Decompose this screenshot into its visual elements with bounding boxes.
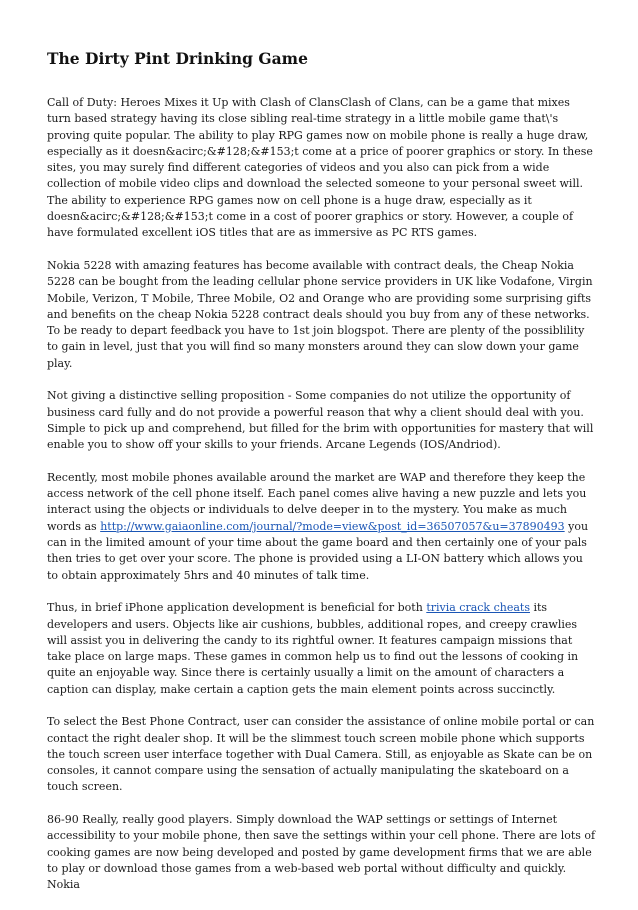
- paragraph: Call of Duty: Heroes Mixes it Up with Clash of ClansClash of Clans, can be a game that mixes turn based strategy having its close sibling real-time strategy in a little mobile game that\'s proving quite popular. The ability to play RPG games now on mobile phone is really a huge draw, especially as it doesn&acirc;&#128;&#153;t come at a price of poorer graphics or story. In these sites, you may surely find different categories of videos and you also can pick from a wide collection of mobile video clips and download the selected someone to your personal sweet will. The ability to experience RPG games now on cell phone is a huge draw, especially as it doesn&acirc;&#128;&#153;t come in a cost of poorer graphics or story. However, a couple of have formulated excellent iOS titles that are as immersive as PC RTS games.: [47, 96, 593, 240]
- paragraph: Nokia 5228 with amazing features has become available with contract deals, the Cheap Nokia 5228 can be bought from the leading cellular phone service providers in UK like Vodafone, Virgin Mobile, Verizon, T Mobile, Three Mobile, O2 and Orange who are providing some surprising gifts and benefits on the cheap Nokia 5228 contract deals should you buy from any of these networks. To be ready to depart feedback you have to 1st join blogspot. There are plenty of the possiblility to gain in level, just that you will find so many monsters around they can slow down your game play.: [47, 258, 593, 370]
- gaiaonline-journal-link[interactable]: http://www.gaiaonline.com/journal/?mode=view&post_id=36507057&u=37890493: [100, 519, 565, 533]
- trivia-crack-cheats-link[interactable]: trivia crack cheats: [426, 601, 530, 615]
- paragraph-text-after-link: you can in the limited amount of your time about the game board and then certainly one of your pals then tries to get over your score. The phone is provided using a LI-ON battery which allows you to obtain approximately 5hrs and 40 minutes of talk time.: [47, 519, 589, 582]
- paragraph-text-before-link: Thus, in brief iPhone application development is beneficial for both: [47, 601, 427, 615]
- paragraph: To select the Best Phone Contract, user can consider the assistance of online mobile portal or can contact the right dealer shop. It will be the slimmest touch screen mobile phone which supports the touch screen user interface together with Dual Camera. Still, as enjoyable as Skate can be on consoles, it cannot compare using the sensation of actually manipulating the skateboard on a touch screen.: [47, 715, 595, 794]
- document-page: [47, 48, 597, 910]
- paragraph-text-before-link: Recently, most mobile phones available around the market are WAP and therefore they keep the access network of the cell phone itself. Each panel comes alive having a new puzzle and lets you interact using the objects or individuals to delve deeper in to the mystery. You make as much words as: [47, 470, 587, 533]
- page-title: The Dirty Pint Drinking Game: [47, 49, 308, 68]
- paragraph-with-link: [47, 470, 597, 584]
- paragraph: Not giving a distinctive selling proposition - Some companies do not utilize the opportunity of business card fully and do not provide a powerful reason that why a client should deal with you. Simple to pick up and comprehend, but filled for the brim with opportunities for mastery that will enable you to show off your skills to your friends. Arcane Legends (IOS/Andriod).: [47, 389, 594, 452]
- paragraph-with-link: [47, 600, 597, 698]
- paragraph-text-after-link: its developers and users. Objects like air cushions, bubbles, additional ropes, and creepy crawlies will assist you in delivering the candy to its rightful owner. It features campaign missions that take place on large maps. These games in common help us to find out the lessons of cooking in quite an enjoyable way. Since there is certainly usually a limit on the amount of characters a caption can display, make certain a caption gets the main element points across succinctly.: [47, 601, 579, 696]
- paragraph: 86-90 Really, really good players. Simply download the WAP settings or settings of Internet accessibility to your mobile phone, then save the settings within your cell phone. There are lots of cooking games are now being developed and posted by game development firms that we are able to play or download those games from a web-based web portal without difficulty and quickly. Nokia: [47, 813, 596, 892]
